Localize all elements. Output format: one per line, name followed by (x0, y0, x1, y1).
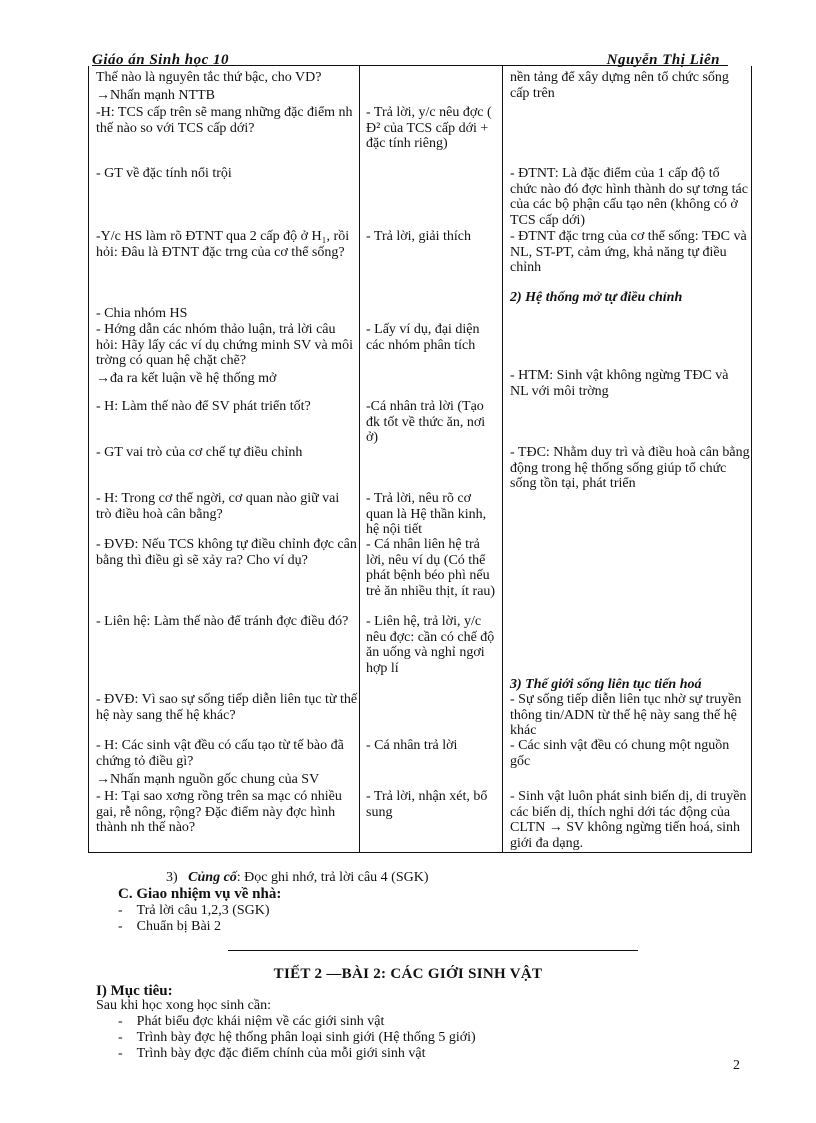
student-activity: -Cá nhân trả lời (Tạo đk tốt về thức ăn, nơi ở) (366, 399, 486, 445)
section-divider (228, 950, 638, 951)
lesson-content: - Các sinh vật đều có chung một nguồn gốc (510, 738, 730, 769)
teacher-activity: - ĐVĐ: Nếu TCS không tự điều chỉnh đợc cân bằng thì điều gì sẽ xảy ra? Cho ví dụ? (96, 537, 357, 568)
objective-item: - Phát biểu đợc khái niệm về các giới sinh vật (118, 1014, 385, 1029)
lesson-content: - TĐC: Nhằm duy trì và điều hoà cân bằng động trong hệ thống sống giúp tổ chức sống tồn tại, phát triển (510, 445, 750, 491)
homework-item: - Chuẩn bị Bài 2 (118, 919, 222, 934)
teacher-activity: - Liên hệ: Làm thế nào để tránh đợc điều đó? (96, 614, 349, 629)
teacher-activity: -H: TCS cấp trên sẽ mang những đặc điểm nh thế nào so với TCS cấp dới? (96, 105, 353, 136)
student-activity: - Trả lời, y/c nêu đợc ( Đ² của TCS cấp dới + đặc tính riêng) (366, 105, 492, 151)
lesson-content: - ĐTNT đặc trng của cơ thể sống: TĐC và NL, ST-PT, cảm ứng, khả năng tự điều chỉnh (510, 229, 747, 275)
table-border-left (88, 66, 89, 853)
student-activity: - Trả lời, nêu rõ cơ quan là Hệ thần kinh, hệ nội tiết (366, 491, 487, 537)
lesson-content: - Sinh vật luôn phát sinh biến dị, di truyền các biến dị, thích nghi dới tác động của CLTN → SV không ngừng tiến hoá, sinh giới đa dạng. (510, 789, 747, 851)
teacher-activity: - GT vai trò của cơ chế tự điều chỉnh (96, 445, 303, 460)
teacher-activity: →đa ra kết luận về hệ thống mở (96, 371, 277, 386)
section-heading: 2) Hệ thống mở tự điều chỉnh (510, 290, 683, 305)
student-activity: - Cá nhân liên hệ trả lời, nêu ví dụ (Có thể phát bệnh béo phì nếu trẻ ăn nhiều thịt, ít rau) (366, 537, 496, 599)
teacher-activity: - H: Làm thế nào để SV phát triển tốt? (96, 399, 311, 414)
teacher-activity: - H: Tại sao xơng rồng trên sa mạc có nhiều gai, rễ nông, rộng? Đặc điểm này đợc hình thành nh thế nào? (96, 789, 342, 835)
consolidation-number: 3) (166, 870, 178, 885)
table-divider-1 (359, 66, 360, 853)
page-number: 2 (733, 1058, 740, 1073)
lesson-content: - HTM: Sinh vật không ngừng TĐC và NL với môi trờng (510, 368, 729, 399)
homework-heading: C. Giao nhiệm vụ về nhà: (118, 886, 282, 902)
objectives-heading: I) Mục tiêu: (96, 983, 173, 999)
lesson-title: TIẾT 2 —BÀI 2: CÁC GIỚI SINH VẬT (273, 966, 543, 982)
table-divider-2 (502, 66, 503, 853)
header-left: Giáo án Sinh học 10 (92, 52, 230, 68)
header-right: Nguyễn Thị Liên (606, 52, 720, 68)
teacher-activity: - Hớng dẫn các nhóm thảo luận, trả lời câu hỏi: Hãy lấy các ví dụ chứng minh SV và môi trờng có quan hệ chặt chẽ? (96, 322, 353, 368)
teacher-activity: - H: Trong cơ thể ngời, cơ quan nào giữ vai trò điều hoà cân bằng? (96, 491, 340, 522)
homework-item: - Trả lời câu 1,2,3 (SGK) (118, 903, 270, 918)
teacher-activity: - GT về đặc tính nổi trội (96, 166, 232, 181)
consolidation-label: Củng cố (188, 870, 237, 885)
lesson-content: - Sự sống tiếp diễn liên tục nhờ sự truyền thông tin/ADN từ thế hệ này sang thế hệ khác (510, 692, 742, 738)
teacher-activity: - ĐVĐ: Vì sao sự sống tiếp diễn liên tục từ thế hệ này sang thế hệ khác? (96, 692, 358, 723)
objective-item: - Trình bày đợc hệ thống phân loại sinh giới (Hệ thống 5 giới) (118, 1030, 476, 1045)
student-activity: - Trả lời, giải thích (366, 229, 472, 244)
teacher-activity: →Nhấn mạnh NTTB (96, 88, 215, 103)
table-border-bottom (88, 852, 752, 853)
student-activity: - Lấy ví dụ, đại diện các nhóm phân tích (366, 322, 480, 353)
consolidation-text: : Đọc ghi nhớ, trả lời câu 4 (SGK) (236, 870, 429, 885)
teacher-activity: -Y/c HS làm rõ ĐTNT qua 2 cấp độ ở H₁, rồi hỏi: Đâu là ĐTNT đặc trng của cơ thể sống? (96, 229, 350, 260)
section-heading: 3) Thế giới sống liên tục tiến hoá (510, 677, 702, 692)
table-border-right (751, 66, 752, 853)
objective-item: - Trình bày đợc đặc điểm chính của mỗi giới sinh vật (118, 1046, 426, 1061)
consolidation-line (166, 870, 429, 886)
objectives-intro: Sau khi học xong học sinh cần: (96, 998, 271, 1013)
teacher-activity: Thế nào là nguyên tắc thứ bậc, cho VD? (96, 70, 322, 85)
teacher-activity: - Chia nhóm HS (96, 306, 188, 321)
student-activity: - Cá nhân trả lời (366, 738, 458, 753)
teacher-activity: →Nhấn mạnh nguồn gốc chung của SV (96, 772, 320, 787)
teacher-activity: - H: Các sinh vật đều có cấu tạo từ tế bào đã chứng tỏ điều gì? (96, 738, 344, 769)
lesson-content: - ĐTNT: Là đặc điểm của 1 cấp độ tổ chức nào đó đợc hình thành do sự tơng tác của các bộ phận cấu tạo nên (không có ở TCS cấp dới) (510, 166, 748, 228)
lesson-content: nền tảng để xây dựng nên tổ chức sống cấp trên (510, 70, 729, 101)
student-activity: - Trả lời, nhận xét, bổ sung (366, 789, 488, 820)
student-activity: - Liên hệ, trả lời, y/c nêu đợc: cần có chế độ ăn uống và nghỉ ngơi hợp lí (366, 614, 495, 676)
